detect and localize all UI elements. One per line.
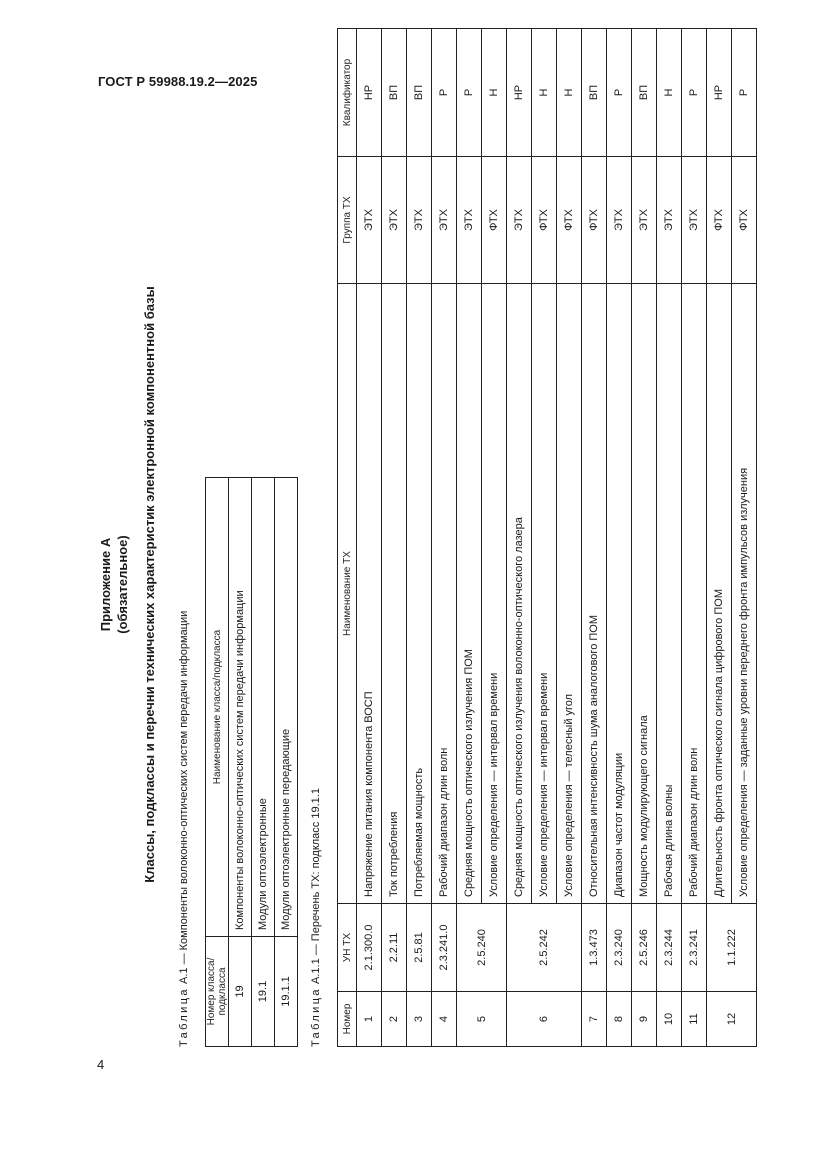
table-row (229, 478, 252, 1047)
row-number: 12 (707, 992, 757, 1047)
row-un: 2.3.241.0 (432, 904, 457, 992)
row-qualifier: Р (607, 29, 632, 157)
row-group: ФТХ (732, 157, 757, 284)
row-un: 2.3.240 (607, 904, 632, 992)
standard-code: ГОСТ Р 59988.19.2—2025 (98, 74, 258, 89)
row-group: ЭТХ (457, 157, 482, 284)
row-group: ЭТХ (632, 157, 657, 284)
row-name: Средняя мощность оптического излучения волоконно-оптического лазера (507, 284, 532, 904)
row-group: ЭТХ (607, 157, 632, 284)
row-group: ФТХ (557, 157, 582, 284)
row-un: 2.3.244 (657, 904, 682, 992)
table-row (657, 29, 682, 1047)
row-name: Потребляемая мощность (407, 284, 432, 904)
row-name: Условие определения — заданные уровни переднего фронта импульсов излучения (732, 284, 757, 904)
table1-header-name: Наименование класса/подкласса (206, 478, 229, 937)
class-name: Компоненты волоконно-оптических систем передачи информации (229, 478, 252, 937)
row-name: Условие определения — интервал времени (532, 284, 557, 904)
row-qualifier: Р (732, 29, 757, 157)
row-qualifier: НР (507, 29, 532, 157)
appendix-title: Приложение А (98, 537, 113, 632)
row-un: 2.5.242 (507, 904, 582, 992)
table1-header-code: Номер класса/подкласса (206, 937, 229, 1047)
table-row (532, 29, 557, 1047)
row-un: 1.3.473 (582, 904, 607, 992)
table-row (432, 29, 457, 1047)
row-qualifier: Н (532, 29, 557, 157)
row-name: Средняя мощность оптического излучения ПОМ (457, 284, 482, 904)
row-number: 10 (657, 992, 682, 1047)
table-row (482, 29, 507, 1047)
class-name: Модули оптоэлектронные передающие (275, 478, 298, 937)
row-number: 2 (382, 992, 407, 1047)
section-heading: Классы, подклассы и перечни технических характеристик электронной компонентной базы (142, 286, 157, 883)
row-group: ФТХ (707, 157, 732, 284)
row-un: 2.5.246 (632, 904, 657, 992)
class-code: 19.1.1 (275, 937, 298, 1047)
row-name: Рабочий диапазон длин волн (682, 284, 707, 904)
row-number: 3 (407, 992, 432, 1047)
table-row (607, 29, 632, 1047)
row-group: ЭТХ (407, 157, 432, 284)
row-name: Рабочая длина волны (657, 284, 682, 904)
table-row (507, 29, 532, 1047)
table2-caption (309, 788, 323, 1047)
table-characteristics (337, 28, 757, 1047)
row-group: ЭТХ (682, 157, 707, 284)
row-un: 1.1.222 (707, 904, 757, 992)
row-un: 2.2.11 (382, 904, 407, 992)
table1-caption-text: А.1 — Компоненты волоконно-оптических систем передачи информации (178, 610, 190, 984)
row-qualifier: Р (432, 29, 457, 157)
table-row (407, 29, 432, 1047)
row-number: 5 (457, 992, 507, 1047)
row-name: Относительная интенсивность шума аналогового ПОМ (582, 284, 607, 904)
row-number: 11 (682, 992, 707, 1047)
row-name: Ток потребления (382, 284, 407, 904)
row-group: ЭТХ (507, 157, 532, 284)
row-qualifier: НР (707, 29, 732, 157)
appendix-status: (обязательное) (115, 535, 130, 634)
row-un: 2.3.241 (682, 904, 707, 992)
table-row (732, 29, 757, 1047)
class-code: 19.1 (252, 937, 275, 1047)
row-un: 2.5.240 (457, 904, 507, 992)
row-group: ФТХ (482, 157, 507, 284)
row-number: 6 (507, 992, 582, 1047)
table-row (457, 29, 482, 1047)
table2-caption-text: А.1.1 — Перечень ТХ: подкласс 19.1.1 (310, 788, 322, 984)
row-un: 2.5.81 (407, 904, 432, 992)
table-row (582, 29, 607, 1047)
row-name: Условие определения — интервал времени (482, 284, 507, 904)
row-name: Длительность фронта оптического сигнала цифрового ПОМ (707, 284, 732, 904)
row-name: Условие определения — телесный угол (557, 284, 582, 904)
row-group: ФТХ (582, 157, 607, 284)
row-qualifier: Р (682, 29, 707, 157)
row-number: 4 (432, 992, 457, 1047)
class-code: 19 (229, 937, 252, 1047)
row-qualifier: НР (357, 29, 382, 157)
class-name: Модули оптоэлектронные (252, 478, 275, 937)
table2-header-group: Группа ТХ (338, 157, 357, 284)
table-row (632, 29, 657, 1047)
table2-header-un: УН ТХ (338, 904, 357, 992)
row-group: ФТХ (532, 157, 557, 284)
row-number: 8 (607, 992, 632, 1047)
row-number: 9 (632, 992, 657, 1047)
page-number: 4 (97, 1057, 105, 1072)
row-qualifier: ВП (382, 29, 407, 157)
row-number: 1 (357, 992, 382, 1047)
table1-caption (177, 611, 191, 1047)
table2-header-name: Наименование ТХ (338, 284, 357, 904)
table2-header-number: Номер (338, 992, 357, 1047)
table2-caption-label: Таблица (310, 987, 322, 1047)
table-row (357, 29, 382, 1047)
row-name: Напряжение питания компонента ВОСП (357, 284, 382, 904)
row-group: ЭТХ (432, 157, 457, 284)
row-group: ЭТХ (657, 157, 682, 284)
row-un: 2.1.300.0 (357, 904, 382, 992)
table2-header-qualifier: Квалификатор (338, 29, 357, 157)
row-qualifier: Н (557, 29, 582, 157)
row-qualifier: ВП (632, 29, 657, 157)
row-name: Мощность модулирующего сигнала (632, 284, 657, 904)
appendix-title-block (97, 0, 131, 1169)
row-qualifier: Н (482, 29, 507, 157)
table-row (707, 29, 732, 1047)
table1-caption-label: Таблица (178, 987, 190, 1047)
row-qualifier: ВП (582, 29, 607, 157)
table-classes (205, 477, 298, 1047)
table-row (557, 29, 582, 1047)
row-name: Рабочий диапазон длин волн (432, 284, 457, 904)
row-number: 7 (582, 992, 607, 1047)
table-row (682, 29, 707, 1047)
row-qualifier: ВП (407, 29, 432, 157)
table-row (382, 29, 407, 1047)
row-name: Диапазон частот модуляции (607, 284, 632, 904)
row-group: ЭТХ (382, 157, 407, 284)
table-row (252, 478, 275, 1047)
row-group: ЭТХ (357, 157, 382, 284)
row-qualifier: Р (457, 29, 482, 157)
table-row (275, 478, 298, 1047)
row-qualifier: Н (657, 29, 682, 157)
